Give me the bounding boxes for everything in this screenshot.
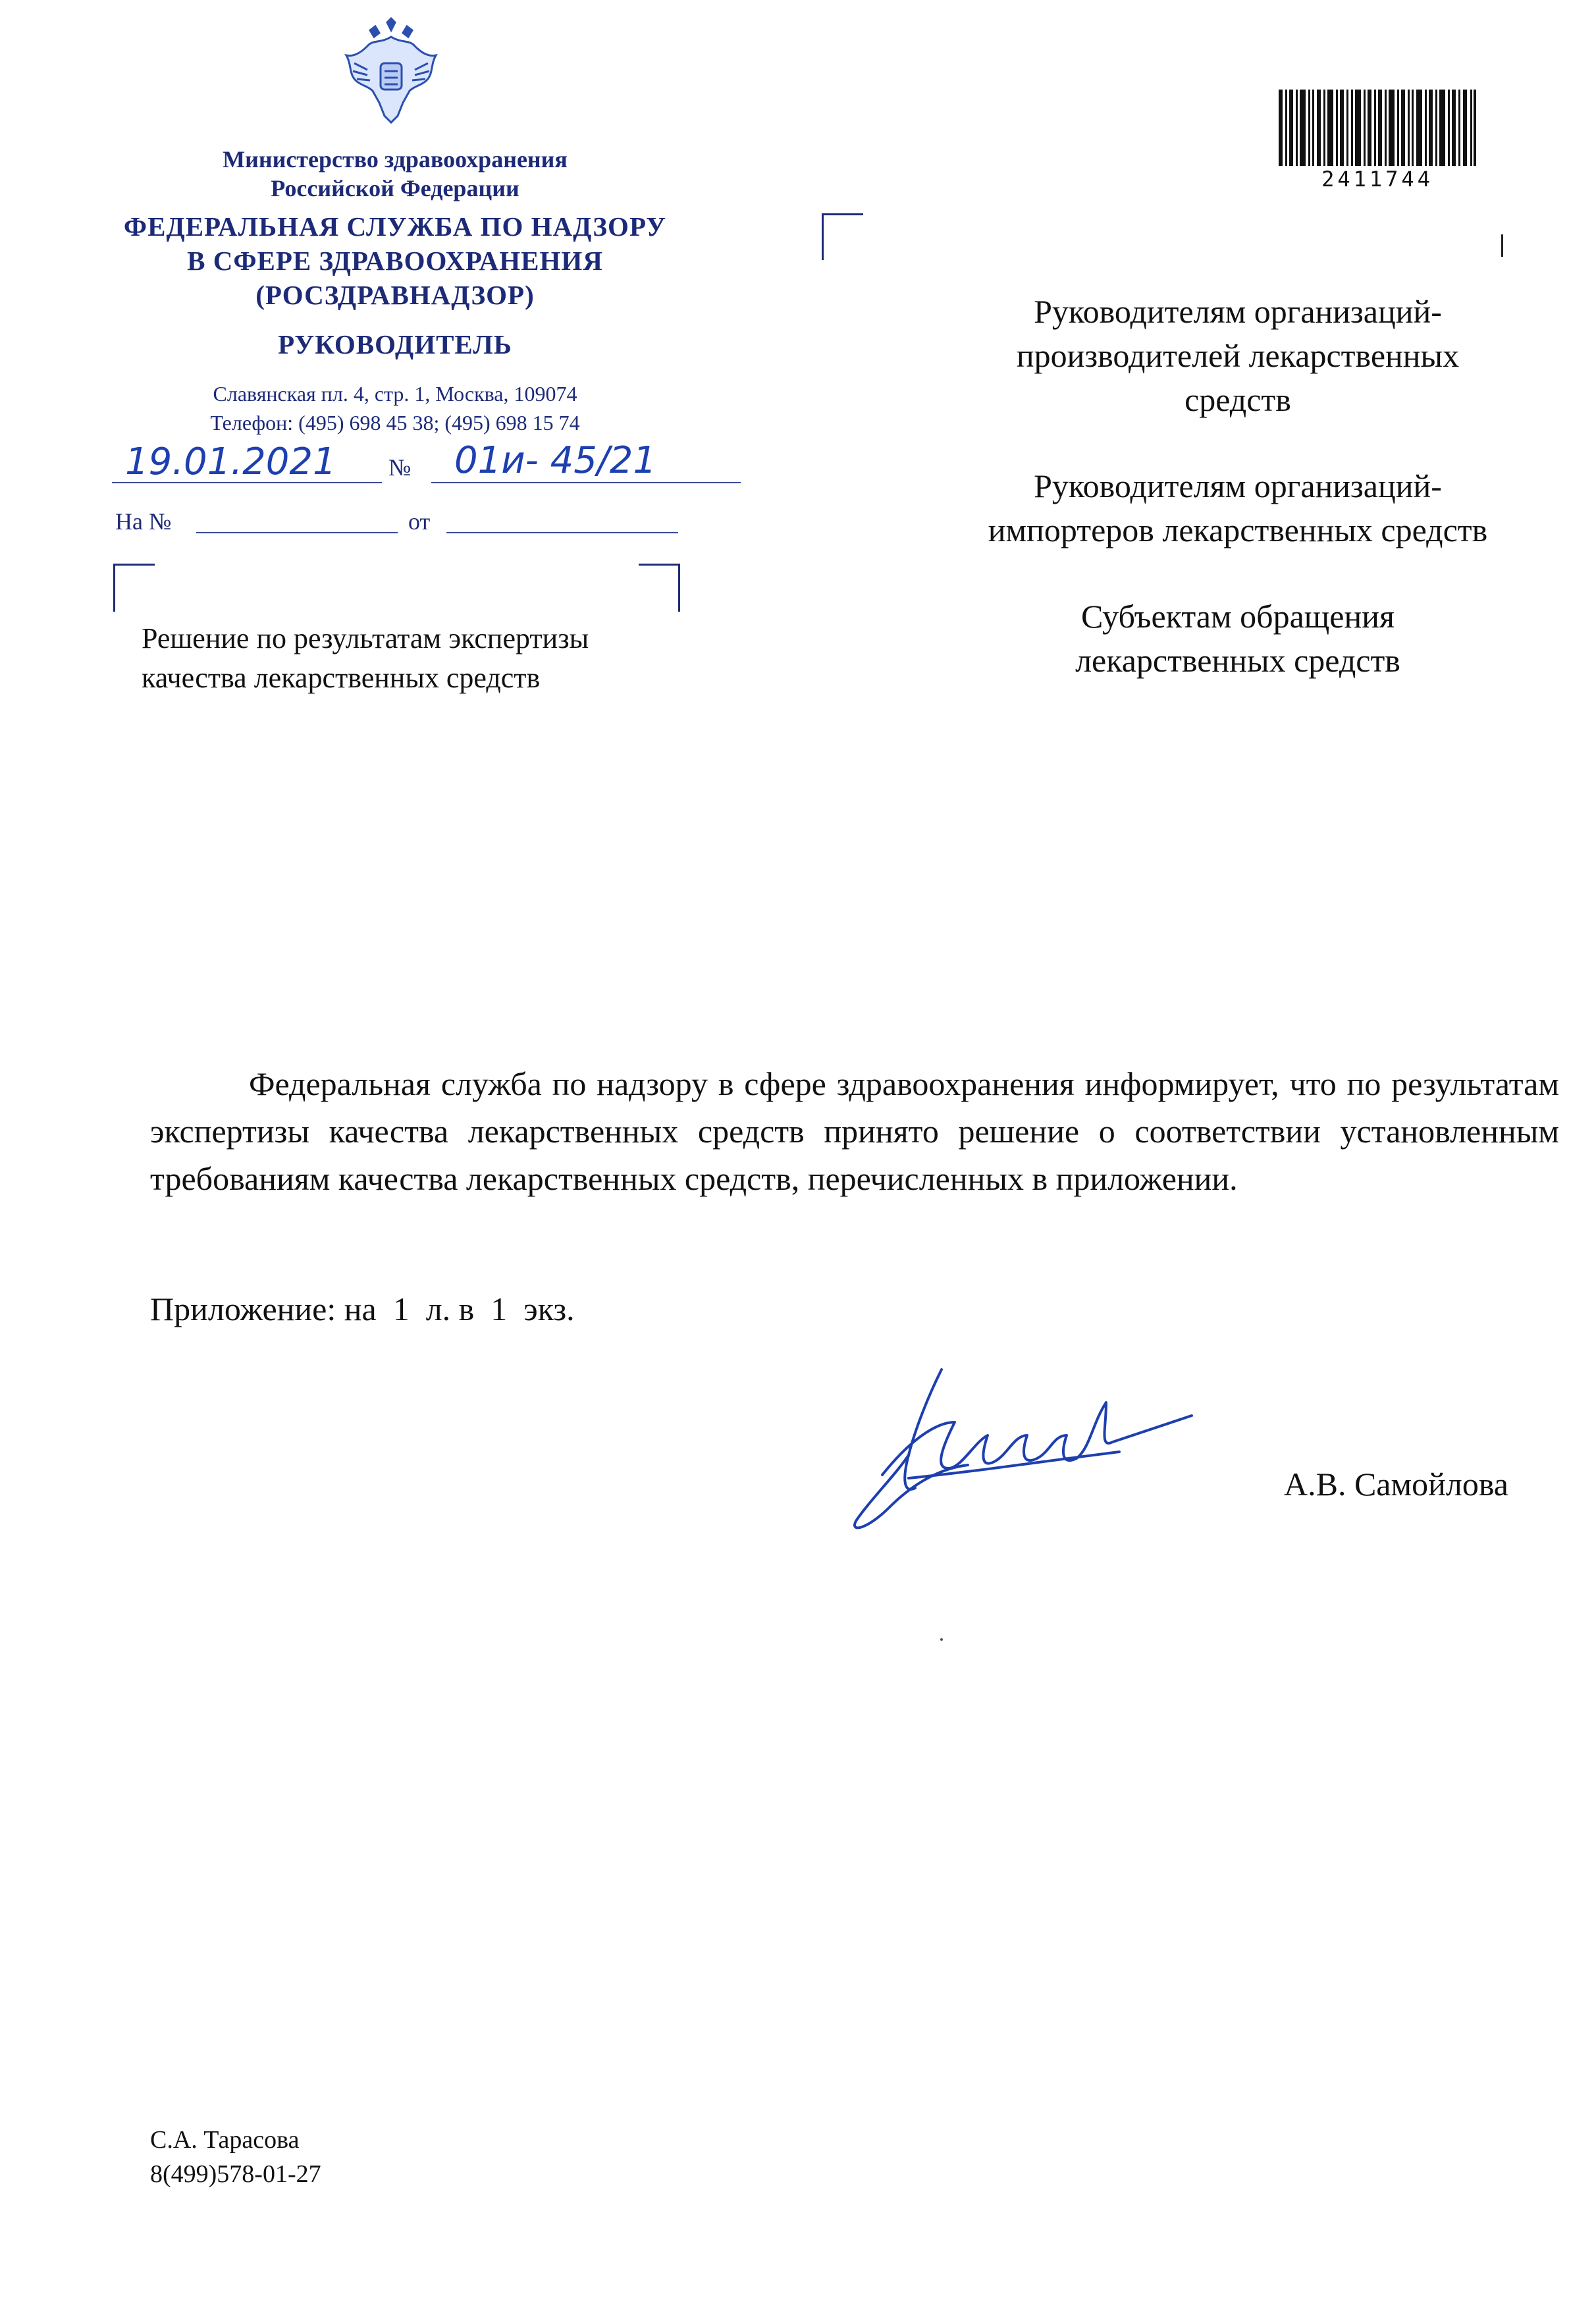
executor-info (150, 2123, 321, 2191)
ministry-line: Российской Федерации (271, 175, 519, 201)
handwritten-signature (843, 1343, 1264, 1541)
scan-speck (940, 1638, 943, 1641)
reply-from-label: от (408, 508, 431, 535)
reply-date-blank (446, 532, 678, 533)
barcode-number: 2411744 (1321, 167, 1433, 192)
reply-label: На № (115, 508, 172, 535)
addressee-line: Руководителям организаций- (1034, 293, 1442, 330)
service-name (99, 209, 691, 312)
subject-line: качества лекарственных средств (142, 662, 541, 694)
executor-name: С.А. Тарасова (150, 2126, 300, 2154)
addressee-corner-mark (822, 213, 863, 260)
registration-number: 01и- 45/21 (454, 439, 657, 482)
addressee-line: Руководителям организаций- (1034, 467, 1442, 504)
signer-name: А.В. Самойлова (1284, 1466, 1508, 1503)
body-paragraph: Федеральная служба по надзору в сфере здравоохранения информирует, что по результатам экспертизы качества лекарственных средств принято решение о соответствии установленным требованиям качества лекарственных средств, перечисленных в приложении. (150, 1065, 1559, 1197)
executor-phone: 8(499)578-01-27 (150, 2160, 321, 2188)
date-underline (112, 482, 382, 483)
barcode-icon (1279, 90, 1476, 166)
ministry-line: Министерство здравоохранения (223, 146, 568, 173)
addressee-block (922, 464, 1554, 552)
service-line: (РОСЗДРАВНАДЗОР) (255, 280, 535, 310)
addressee-line: средств (1184, 381, 1291, 418)
attachment-note: Приложение: на 1 л. в 1 экз. (150, 1291, 575, 1327)
addressee-block (922, 290, 1554, 422)
subject (142, 619, 734, 698)
number-label: № (388, 454, 412, 481)
addressee-line: производителей лекарственных (1016, 337, 1460, 374)
head-title: РУКОВОДИТЕЛЬ (278, 329, 512, 360)
subject-corner-right (639, 564, 680, 612)
coat-of-arms-icon (341, 17, 441, 129)
addressee-block (922, 595, 1554, 683)
addressee-line: лекарственных средств (1075, 642, 1400, 679)
subject-corner-left (113, 564, 155, 612)
margin-tick (1501, 234, 1503, 257)
subject-line: Решение по результатам экспертизы (142, 622, 589, 654)
number-underline (431, 482, 741, 483)
service-line: ФЕДЕРАЛЬНАЯ СЛУЖБА ПО НАДЗОРУ (123, 211, 667, 242)
registration-date: 19.01.2021 (125, 440, 336, 483)
addressee-line: Субъектам обращения (1081, 598, 1395, 635)
service-line: В СФЕРЕ ЗДРАВООХРАНЕНИЯ (187, 246, 603, 276)
address-text: Славянская пл. 4, стр. 1, Москва, 109074 (213, 382, 577, 406)
phone-text: Телефон: (495) 698 45 38; (495) 698 15 74 (210, 411, 580, 435)
addressee-line: импортеров лекарственных средств (988, 512, 1488, 548)
addressee-list (922, 290, 1554, 725)
ministry-name (165, 145, 625, 203)
reply-number-blank (196, 532, 398, 533)
contact-info (132, 379, 658, 437)
